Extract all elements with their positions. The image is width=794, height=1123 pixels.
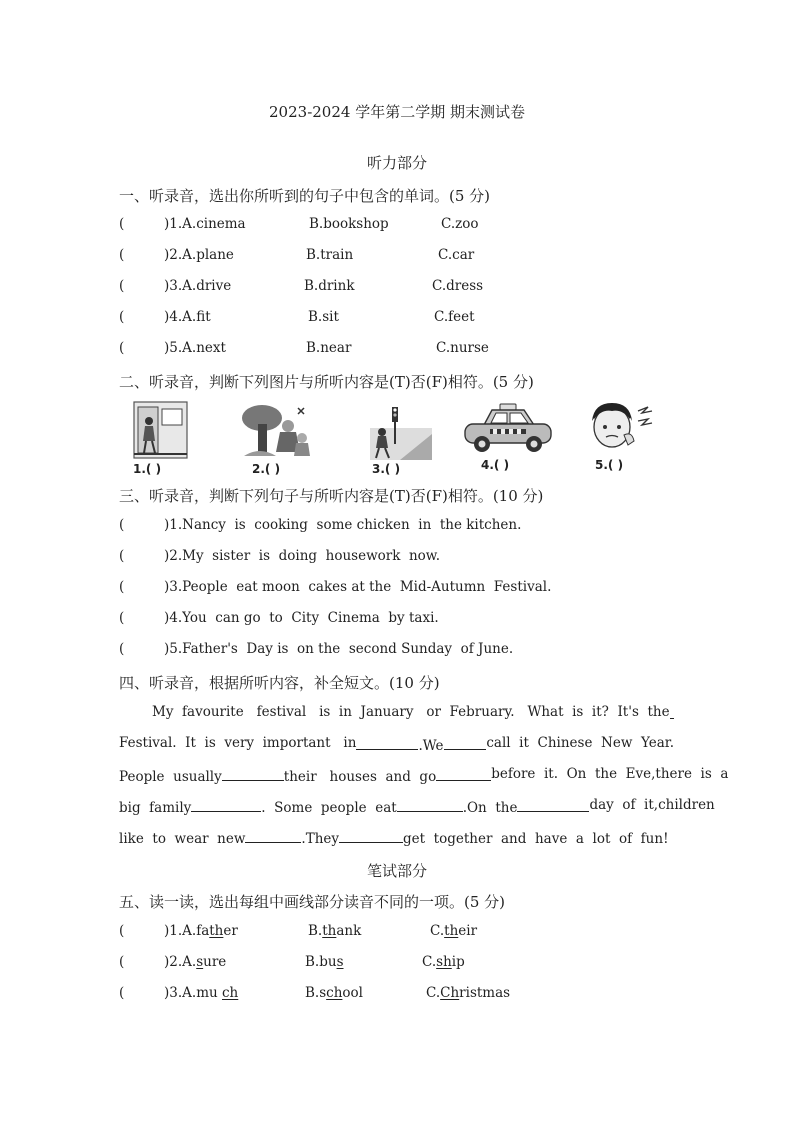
option-a: )2.A.plane (164, 247, 234, 263)
passage-text: .We (418, 738, 444, 754)
answer-paren: ( (119, 340, 125, 356)
option-a: )5.A.next (164, 340, 226, 356)
passage-text: My favourite festival is in January or February. What is it? It's the (152, 704, 670, 720)
page-title: 2023-2024 学年第二学期 期末测试卷 (269, 103, 525, 121)
passage-text: their houses and go (283, 769, 437, 785)
option-b: B.near (306, 340, 352, 356)
answer-blank[interactable] (436, 766, 491, 781)
answer-blank[interactable] (339, 828, 403, 843)
answer-blank[interactable] (444, 735, 487, 750)
option-a: )1.A.cinema (164, 216, 246, 232)
option-a: )2.A.sure (164, 954, 227, 970)
passage-line (119, 828, 674, 847)
passage-text: .On the (462, 800, 518, 816)
option-c: C.feet (434, 309, 475, 325)
picture-label-4: 4.( ) (481, 458, 510, 472)
option-b: B.bus (305, 954, 344, 970)
picture-label-1: 1.( ) (133, 462, 162, 476)
passage-text: like to wear new (119, 831, 246, 847)
answer-paren: ( (119, 923, 125, 939)
option-b: B.school (305, 985, 363, 1001)
answer-paren: ( (119, 579, 125, 595)
passage-text: big family (119, 800, 192, 816)
passage-line (119, 797, 715, 816)
section3-heading: 三、听录音，判断下列句子与所听内容是(T)否(F)相符。(10 分) (119, 487, 544, 505)
option-c: C.dress (432, 278, 484, 294)
family-tree-picture (240, 402, 312, 459)
listening-part-title: 听力部分 (366, 154, 427, 172)
writing-part-title: 笔试部分 (366, 862, 427, 880)
option-c: C.ship (422, 954, 465, 970)
statement-text: )1.Nancy is cooking some chicken in the kitchen. (164, 517, 522, 533)
answer-paren: ( (119, 985, 125, 1001)
answer-paren: ( (119, 517, 125, 533)
option-b: B.bookshop (309, 216, 389, 232)
boy-headache-picture (588, 401, 654, 453)
option-c: C.car (438, 247, 475, 263)
option-a: )3.A.drive (164, 278, 232, 294)
answer-paren: ( (119, 610, 125, 626)
option-b: B.sit (308, 309, 339, 325)
passage-text: Festival. It is very important in (119, 735, 357, 751)
option-c: C.zoo (441, 216, 479, 232)
option-b: B.drink (304, 278, 355, 294)
picture-label-3: 3.( ) (372, 462, 401, 476)
passage-line (119, 735, 674, 754)
section1-heading: 一、听录音，选出你所听到的句子中包含的单词。(5 分) (119, 187, 491, 205)
passage-text: get together and have a lot of fun! (403, 831, 669, 847)
train-door-picture (133, 401, 188, 459)
section2-heading: 二、听录音，判断下列图片与所听内容是(T)否(F)相符。(5 分) (119, 373, 534, 391)
section4-heading: 四、听录音，根据所听内容，补全短文。(10 分) (119, 674, 440, 692)
passage-text: People usually (119, 769, 222, 785)
answer-paren: ( (119, 954, 125, 970)
section5-heading: 五、读一读，选出每组中画线部分读音不同的一项。(5 分) (119, 893, 506, 911)
option-c: C.nurse (436, 340, 489, 356)
passage-text: call it Chinese New Year. (486, 735, 674, 751)
statement-text: )4.You can go to City Cinema by taxi. (164, 610, 439, 626)
passage-text: . Some people eat (261, 800, 397, 816)
statement-text: )3.People eat moon cakes at the Mid-Autumn Festival. (164, 579, 552, 595)
answer-blank[interactable] (670, 704, 674, 719)
option-b: B.thank (308, 923, 362, 939)
option-c: C.their (430, 923, 478, 939)
passage-line (119, 704, 674, 720)
answer-paren: ( (119, 548, 125, 564)
option-a: )3.A.mu ch (164, 985, 239, 1001)
option-a: )4.A.fit (164, 309, 211, 325)
answer-paren: ( (119, 247, 125, 263)
passage-text: before it. On the Eve,there is a (491, 766, 729, 782)
taxi-picture (460, 403, 556, 455)
answer-blank[interactable] (222, 766, 284, 781)
statement-text: )5.Father's Day is on the second Sunday of June. (164, 641, 514, 657)
passage-text: .They (301, 831, 340, 847)
answer-paren: ( (119, 641, 125, 657)
option-a: )1.A.father (164, 923, 238, 939)
traffic-light-picture (370, 404, 432, 460)
answer-paren: ( (119, 216, 125, 232)
picture-label-5: 5.( ) (595, 458, 624, 472)
passage-text: day of it,children (589, 797, 715, 813)
passage-line (119, 766, 729, 785)
answer-blank[interactable] (245, 828, 301, 843)
answer-blank[interactable] (356, 735, 418, 750)
picture-label-2: 2.( ) (252, 462, 281, 476)
statement-text: )2.My sister is doing housework now. (164, 548, 441, 564)
answer-blank[interactable] (191, 797, 261, 812)
answer-blank[interactable] (397, 797, 463, 812)
option-c: C.Christmas (426, 985, 511, 1001)
answer-paren: ( (119, 278, 125, 294)
option-b: B.train (306, 247, 354, 263)
answer-paren: ( (119, 309, 125, 325)
answer-blank[interactable] (517, 797, 589, 812)
